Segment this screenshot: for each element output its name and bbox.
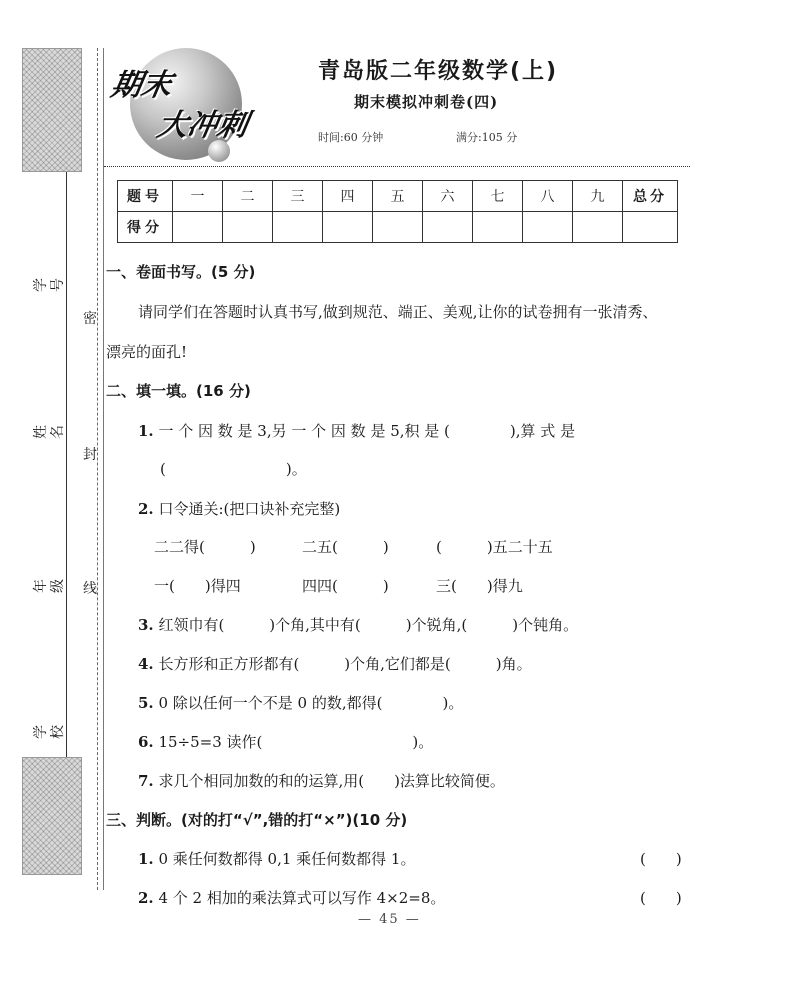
question-2-4 <box>138 654 532 674</box>
question-number: 2. <box>138 500 154 518</box>
question-text: 一 个 因 数 是 3,另 一 个 因 数 是 5,积 是 ( ),算 式 是 <box>158 422 576 440</box>
binding-pattern-top <box>22 48 82 172</box>
question-number: 5. <box>138 694 154 712</box>
page-number: — 45 — <box>358 912 421 927</box>
section2-heading: 二、填一填。(16 分) <box>106 382 251 400</box>
score-cell[interactable] <box>623 212 678 243</box>
chant-item: 一( )得四 <box>154 577 241 595</box>
score-table-score-row <box>118 212 678 243</box>
binding-cut-line <box>97 48 98 890</box>
score-cell[interactable] <box>273 212 323 243</box>
question-text: 求几个相同加数的和的运算,用( )法算比较简便。 <box>158 772 505 790</box>
score-cell[interactable] <box>573 212 623 243</box>
score-table-col-6: 六 <box>423 181 473 212</box>
section3-heading: 三、判断。(对的打“√”,错的打“×”)(10 分) <box>106 811 408 829</box>
question-number: 6. <box>138 733 154 751</box>
score-table-col-total: 总分 <box>623 181 678 212</box>
question-text: 15÷5=3 读作( )。 <box>158 733 434 751</box>
label-school: 学校 <box>33 725 66 739</box>
score-table-col-3: 三 <box>273 181 323 212</box>
question-2-7 <box>138 771 505 791</box>
score-cell[interactable] <box>523 212 573 243</box>
chant-item: 四四( ) <box>302 577 389 595</box>
seal-char-mi: 密 <box>83 311 97 327</box>
question-number: 1. <box>138 422 154 440</box>
question-text: 红领巾有( )个角,其中有( )个锐角,( )个钝角。 <box>158 616 579 634</box>
score-cell[interactable] <box>423 212 473 243</box>
exam-time: 时间:60 分钟 <box>318 131 384 144</box>
label-name: 姓名 <box>33 425 66 439</box>
question-text: 口令通关:(把口诀补充完整) <box>158 500 341 518</box>
score-table-col-8: 八 <box>523 181 573 212</box>
score-table <box>117 180 678 243</box>
question-text: 长方形和正方形都有( )个角,它们都是( )角。 <box>158 655 532 673</box>
score-cell[interactable] <box>373 212 423 243</box>
section1-text-line2: 漂亮的面孔! <box>106 343 188 361</box>
question-3-1 <box>138 849 415 869</box>
question-2-6 <box>138 732 433 752</box>
score-cell[interactable] <box>323 212 373 243</box>
binding-border-line <box>103 48 104 890</box>
binding-field-line <box>66 172 67 757</box>
chant-item: 三( )得九 <box>436 577 523 595</box>
score-table-col-5: 五 <box>373 181 423 212</box>
question-2-5 <box>138 693 463 713</box>
answer-blank[interactable]: ( ) <box>640 850 682 868</box>
score-cell[interactable] <box>173 212 223 243</box>
score-cell[interactable] <box>223 212 273 243</box>
score-table-col-1: 一 <box>173 181 223 212</box>
score-table-row2-header: 得分 <box>118 212 173 243</box>
question-3-2 <box>138 888 445 908</box>
question-2-3 <box>138 615 578 635</box>
page-subtitle: 期末模拟冲刺卷(四) <box>354 93 499 111</box>
score-table-col-7: 七 <box>473 181 523 212</box>
binding-pattern-bottom <box>22 757 82 875</box>
label-grade: 年级 <box>33 579 66 593</box>
score-table-row1-header: 题号 <box>118 181 173 212</box>
logo-text-line2: 大冲刺 <box>154 108 251 143</box>
score-table-col-2: 二 <box>223 181 273 212</box>
question-number: 1. <box>138 850 154 868</box>
chant-item: 二二得( ) <box>154 538 256 556</box>
page-title: 青岛版二年级数学(上) <box>318 59 559 84</box>
chant-item: ( )五二十五 <box>436 538 553 556</box>
score-table-header-row <box>118 181 678 212</box>
answer-blank[interactable]: ( ) <box>640 889 682 907</box>
section1-heading: 一、卷面书写。(5 分) <box>106 263 256 281</box>
section1-text-line1: 请同学们在答题时认真书写,做到规范、端正、美观,让你的试卷拥有一张清秀、 <box>138 303 658 321</box>
seal-char-xian: 线 <box>83 581 97 597</box>
header-divider <box>104 166 690 167</box>
question-number: 3. <box>138 616 154 634</box>
question-text: 0 乘任何数都得 0,1 乘任何数都得 1。 <box>158 850 416 868</box>
logo-text-line1: 期末 <box>108 68 175 103</box>
exam-full-score: 满分:105 分 <box>456 131 518 144</box>
score-table-col-9: 九 <box>573 181 623 212</box>
question-2-1 <box>138 421 575 441</box>
score-cell[interactable] <box>473 212 523 243</box>
logo <box>108 44 258 164</box>
question-2-1-line2: ( )。 <box>160 460 307 478</box>
seal-char-feng: 封 <box>83 447 97 463</box>
question-text: 4 个 2 相加的乘法算式可以写作 4×2=8。 <box>158 889 446 907</box>
question-text: 0 除以任何一个不是 0 的数,都得( )。 <box>158 694 464 712</box>
chant-item: 二五( ) <box>302 538 389 556</box>
question-number: 7. <box>138 772 154 790</box>
question-2-2 <box>138 499 340 519</box>
score-table-col-4: 四 <box>323 181 373 212</box>
label-student-number: 学号 <box>33 278 66 292</box>
question-number: 4. <box>138 655 154 673</box>
question-number: 2. <box>138 889 154 907</box>
